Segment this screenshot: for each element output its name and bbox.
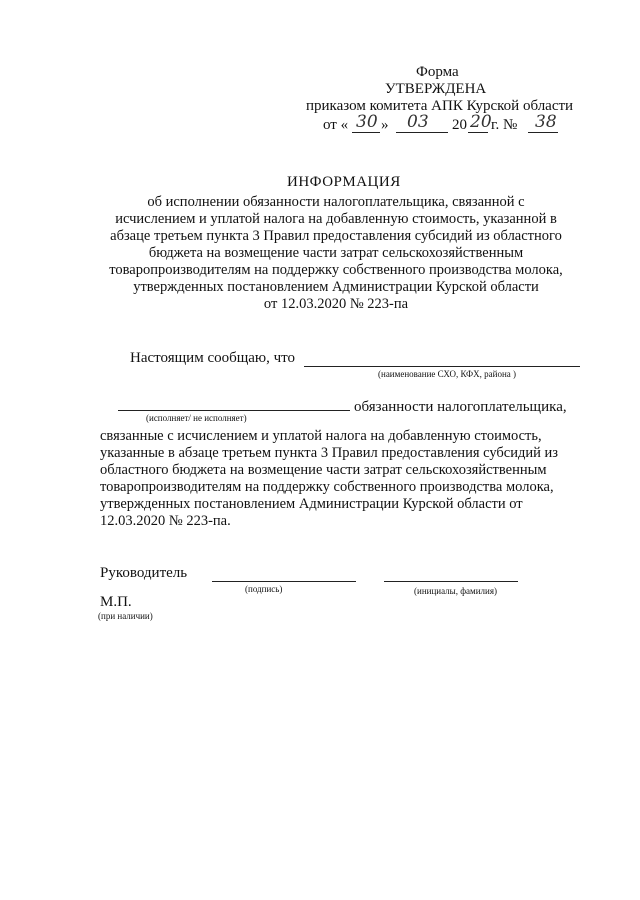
- body-line: товаропроизводителям на поддержку собственного производства молока,: [100, 479, 554, 495]
- order-number-underline: [528, 132, 558, 133]
- year-underline: [468, 132, 488, 133]
- body-paragraph: [100, 428, 584, 530]
- body-line: областного бюджета на возмещение части затрат сельскохозяйственным: [100, 462, 547, 478]
- subject-line: утвержденных постановлением Администрации Курской области: [133, 279, 539, 295]
- signature-hint: (подпись): [245, 584, 283, 594]
- date-month: 03: [407, 112, 429, 132]
- document-subject: [100, 194, 572, 313]
- status-field-line: [118, 410, 350, 411]
- report-text: Настоящим сообщаю, что: [130, 350, 296, 366]
- document-heading: ИНФОРМАЦИЯ: [287, 174, 401, 190]
- organization-field-hint: (наименование СХО, КФХ, района ): [378, 369, 517, 379]
- date-prefix: от «: [323, 117, 349, 133]
- signature-line: [212, 581, 356, 582]
- approved-label: УТВЕРЖДЕНА: [385, 81, 487, 97]
- date-day-underline: [352, 132, 380, 133]
- subject-line: исчислением и уплатой налога на добавленную стоимость, указанной в: [115, 211, 557, 227]
- form-label: Форма: [416, 64, 459, 80]
- organization-field-line: [304, 366, 580, 367]
- subject-line: об исполнении обязанности налогоплательщика, связанной с: [147, 194, 525, 210]
- name-hint: (инициалы, фамилия): [414, 586, 497, 596]
- year-suffix: 20: [470, 112, 492, 132]
- order-issuer: приказом комитета АПК Курской области: [306, 98, 574, 114]
- body-line: 12.03.2020 № 223-па.: [100, 513, 231, 529]
- subject-line: бюджета на возмещение части затрат сельскохозяйственным: [148, 245, 524, 261]
- body-line: связанные с исчислением и уплатой налога на добавленную стоимость,: [100, 428, 542, 444]
- year-prefix: 20: [452, 117, 467, 133]
- duty-text: обязанности налогоплательщика,: [354, 399, 567, 415]
- body-line: утвержденных постановлением Администрации Курской области от: [100, 496, 523, 512]
- order-number: 38: [535, 112, 557, 132]
- seal-label: М.П.: [100, 594, 132, 610]
- date-mid: »: [381, 117, 389, 133]
- name-line: [384, 581, 518, 582]
- year-word: г. №: [491, 117, 518, 133]
- date-day: 30: [356, 112, 378, 132]
- status-field-hint: (исполняет/ не исполняет): [146, 413, 247, 423]
- body-line: указанные в абзаце третьем пункта 3 Правил предоставления субсидий из: [100, 445, 559, 461]
- subject-line: товаропроизводителям на поддержку собственного производства молока,: [109, 262, 563, 278]
- subject-line: от 12.03.2020 № 223-па: [263, 296, 409, 312]
- seal-hint: (при наличии): [98, 611, 153, 621]
- subject-line: абзаце третьем пункта 3 Правил предоставления субсидий из областного: [110, 228, 562, 244]
- date-month-underline: [396, 132, 448, 133]
- head-label: Руководитель: [100, 565, 188, 581]
